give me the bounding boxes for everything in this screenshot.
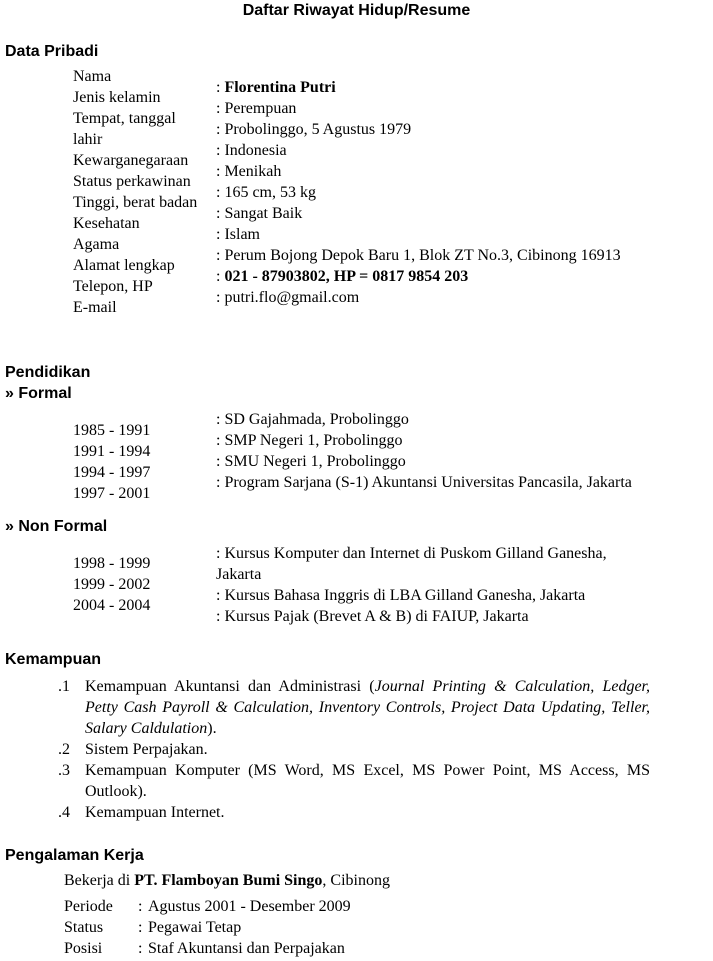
skill-detail: Journal Printing & Calculation, Ledger, Petty Cash Payroll & Calculation, Inventory Controls, Project Data Updating, Teller, Salary Caldulation — [85, 678, 650, 737]
nonformal-year: 1998 - 1999 — [73, 555, 151, 572]
detail-colon: : — [138, 898, 143, 915]
personal-values — [216, 77, 636, 308]
nonformal-course: : Kursus Bahasa Inggris di LBA Gilland Ganesha, Jakarta — [216, 587, 586, 604]
value-jenis-kelamin: : Perempuan — [216, 100, 297, 117]
formal-years — [73, 420, 150, 504]
skill-text: Kemampuan Internet. — [85, 804, 225, 821]
page-title: Daftar Riwayat Hidup/Resume — [242, 2, 471, 19]
value-kewarganegaraan: : Indonesia — [216, 142, 287, 159]
value-agama: : Islam — [216, 226, 260, 243]
section-heading-education: Pendidikan — [5, 364, 91, 381]
detail-colon: : — [138, 919, 143, 936]
nonformal-course: : Kursus Komputer dan Internet di Puskom Gilland Ganesha, Jakarta — [216, 545, 607, 583]
label-email: E-mail — [73, 299, 117, 316]
skill-item — [58, 802, 650, 823]
value-status-perkawinan: : Menikah — [216, 163, 282, 180]
formal-year: 1997 - 2001 — [73, 485, 151, 502]
experience-details — [64, 896, 464, 959]
skill-text: Kemampuan Komputer (MS Word, MS Excel, MS Power Point, MS Access, MS Outlook). — [85, 762, 650, 800]
subheading-nonformal: » Non Formal — [5, 518, 108, 535]
label-status-perkawinan: Status perkawinan — [73, 173, 191, 190]
value-kesehatan: : Sangat Baik — [216, 205, 303, 222]
skill-text-end: ). — [207, 720, 217, 737]
detail-colon: : — [138, 940, 143, 957]
formal-year: 1985 - 1991 — [73, 422, 151, 439]
experience-intro — [64, 870, 390, 891]
nonformal-courses — [216, 543, 641, 627]
section-heading-personal: Data Pribadi — [5, 43, 99, 60]
skill-text: Kemampuan Akuntansi dan Administrasi ( — [85, 678, 375, 695]
label-tempat-tanggal-lahir: Tempat, tanggal lahir — [73, 110, 176, 148]
label-tinggi-berat: Tinggi, berat badan — [73, 194, 198, 211]
detail-label: Periode — [64, 898, 113, 915]
value-tinggi-berat: : 165 cm, 53 kg — [216, 184, 316, 201]
detail-value: Pegawai Tetap — [148, 919, 242, 936]
intro-text: Bekerja di — [64, 872, 135, 889]
intro-location: , Cibinong — [322, 872, 390, 889]
label-nama: Nama — [73, 68, 112, 85]
skill-number: 4. — [58, 804, 70, 821]
label-jenis-kelamin: Jenis kelamin — [73, 89, 161, 106]
value-alamat: : Perum Bojong Depok Baru 1, Blok ZT No.3, Cibinong 16913 — [216, 247, 621, 264]
detail-row — [64, 917, 464, 938]
label-telepon: Telepon, HP — [73, 278, 153, 295]
formal-school: : SMU Negeri 1, Probolinggo — [216, 453, 406, 470]
skill-number: 1. — [58, 678, 70, 695]
value-nama: : Florentina Putri — [216, 79, 336, 96]
nonformal-year: 2004 - 2004 — [73, 597, 151, 614]
label-alamat: Alamat lengkap — [73, 257, 175, 274]
nonformal-year: 1999 - 2002 — [73, 576, 151, 593]
skill-item — [58, 739, 650, 760]
personal-labels — [73, 66, 208, 318]
section-heading-experience: Pengalaman Kerja — [5, 847, 144, 864]
detail-row — [64, 938, 464, 959]
label-agama: Agama — [73, 236, 120, 253]
section-heading-skills: Kemampuan — [5, 651, 102, 668]
skill-item — [58, 760, 650, 802]
formal-school: : SD Gajahmada, Probolinggo — [216, 411, 409, 428]
detail-label: Status — [64, 919, 104, 936]
detail-value: Staf Akuntansi dan Perpajakan — [148, 940, 345, 957]
formal-schools — [216, 409, 641, 493]
skill-text: Sistem Perpajakan. — [85, 741, 208, 758]
formal-year: 1991 - 1994 — [73, 443, 151, 460]
phone-number: 021 - 87903802, HP = 0817 9854 203 — [224, 268, 469, 285]
person-name: Florentina Putri — [224, 79, 336, 96]
detail-label: Posisi — [64, 940, 103, 957]
skill-number: 3. — [58, 762, 70, 779]
value-email: : putri.flo@gmail.com — [216, 289, 360, 306]
formal-school: : Program Sarjana (S-1) Akuntansi Universitas Pancasila, Jakarta — [216, 474, 632, 491]
company-name: PT. Flamboyan Bumi Singo — [134, 872, 323, 889]
skill-number: 2. — [58, 741, 70, 758]
skill-item — [58, 676, 650, 739]
nonformal-course: : Kursus Pajak (Brevet A & B) di FAIUP, Jakarta — [216, 608, 529, 625]
formal-year: 1994 - 1997 — [73, 464, 151, 481]
label-kesehatan: Kesehatan — [73, 215, 140, 232]
value-tempat-tanggal-lahir: : Probolinggo, 5 Agustus 1979 — [216, 121, 412, 138]
detail-value: Agustus 2001 - Desember 2009 — [148, 898, 351, 915]
skills-list — [58, 676, 650, 823]
label-kewarganegaraan: Kewarganegaraan — [73, 152, 189, 169]
detail-row — [64, 896, 464, 917]
formal-school: : SMP Negeri 1, Probolinggo — [216, 432, 403, 449]
nonformal-years — [73, 553, 150, 616]
value-telepon: : 021 - 87903802, HP = 0817 9854 203 — [216, 268, 469, 285]
subheading-formal: » Formal — [5, 385, 72, 402]
